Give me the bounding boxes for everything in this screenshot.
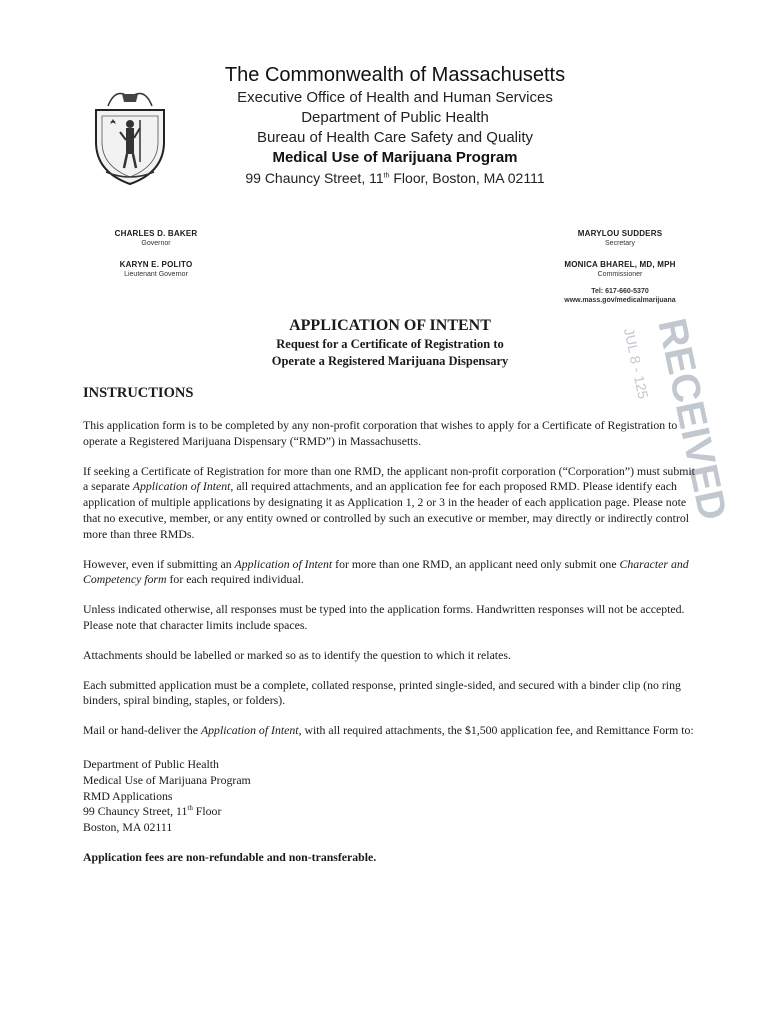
paragraph-4: Unless indicated otherwise, all responses must be typed into the application forms. Handwritten responses will not be accepted. Please note that character limits include spaces. (83, 602, 685, 632)
address-part: 99 Chauncy Street, 11 (83, 804, 188, 819)
secretary-name: MARYLOU SUDDERS (577, 229, 663, 238)
text-run-emphasis: Character and Competency form (83, 556, 689, 587)
address-part: 99 Chauncy Street, 11 (245, 170, 384, 186)
address-line-2: Medical Use of Marijuana Program (83, 772, 251, 787)
officials-right (540, 229, 700, 305)
officials-left (86, 229, 226, 291)
commonwealth-seal-icon (86, 80, 174, 186)
letterhead-address (215, 168, 575, 188)
document-subtitle-1: Request for a Certificate of Registration to (276, 337, 504, 351)
letterhead-title: The Commonwealth of Massachusetts (224, 64, 566, 86)
address-part: Floor, Boston, MA 02111 (389, 170, 545, 186)
secretary-title: Secretary (605, 240, 635, 247)
document-title-block (200, 316, 580, 370)
address-ordinal: th (383, 172, 390, 180)
contact-web: www.mass.gov/medicalmarijuana (564, 297, 676, 304)
address-part: Floor (192, 804, 222, 819)
address-line-1: Department of Public Health (83, 756, 219, 771)
lt-governor-name: KARYN E. POLITO (119, 260, 193, 269)
stamp-word: RECEIVED (649, 314, 735, 524)
text-run-emphasis: Application of Intent (200, 723, 299, 738)
address-line-3: RMD Applications (83, 788, 173, 803)
paragraph-7 (83, 723, 695, 739)
stamp-date: JUL 8 - 125 (620, 326, 652, 401)
address-line-5: Boston, MA 02111 (83, 820, 173, 835)
text-run: Mail or hand-deliver the (83, 723, 201, 738)
paragraph-3 (83, 557, 695, 589)
instructions-heading: INSTRUCTIONS (83, 385, 194, 401)
text-run-emphasis: Application of Intent (234, 556, 333, 571)
text-run-emphasis: Application of Intent (132, 479, 231, 494)
text-run: , all required attachments, and an application fee for each proposed RMD. Please identify each application of multiple applications by designating it as Application 1, 2 or 3 in the header of each application page. Please note that no executive, member, or any entity owned or controlled by such an executive or member, may directly or indirectly control more than three RMDs. (83, 479, 690, 541)
commissioner-name: MONICA BHAREL, MD, MPH (564, 260, 676, 269)
paragraph-1: This application form is to be completed by any non-profit corporation that wishes to apply for a Certificate of Registration to operate a Registered Marijuana Dispensary (“RMD”) in Massachusetts. (83, 418, 678, 448)
document-subtitle-2: Operate a Registered Marijuana Dispensary (271, 354, 509, 368)
text-run: However, even if submitting an (83, 556, 235, 571)
address-line-4 (83, 804, 695, 820)
address-ordinal: th (187, 804, 193, 813)
letterhead-office: Executive Office of Health and Human Services (237, 89, 553, 106)
commissioner-title: Commissioner (597, 271, 643, 278)
governor-name: CHARLES D. BAKER (114, 229, 198, 238)
paragraph-5: Attachments should be labelled or marked so as to identify the question to which it relates. (83, 647, 511, 662)
governor-title: Governor (141, 240, 171, 247)
text-run: If seeking a Certificate of Registration for more than one RMD, the applicant non-profit corporation (“Corporation”) must submit a separate (83, 463, 695, 494)
instructions-body (83, 418, 695, 880)
paragraph-2 (83, 464, 695, 543)
letterhead-bureau: Bureau of Health Care Safety and Quality (257, 129, 533, 146)
text-run: for each required individual. (166, 572, 304, 587)
document-title: APPLICATION OF INTENT (289, 317, 491, 334)
text-run: for more than one RMD, an applicant need only submit one (332, 556, 620, 571)
text-run: , with all required attachments, the $1,500 application fee, and Remittance Form to: (298, 723, 694, 738)
letterhead-program: Medical Use of Marijuana Program (272, 149, 518, 166)
lt-governor-title: Lieutenant Governor (124, 271, 188, 278)
letterhead-department: Department of Public Health (301, 109, 489, 126)
paragraph-6: Each submitted application must be a complete, collated response, printed single-sided, and secured with a binder clip (no ring binders, spiral binding, staples, or folders). (83, 677, 681, 708)
contact-tel: Tel: 617-660-5370 (591, 288, 649, 295)
letterhead (215, 62, 575, 188)
fee-note: Application fees are non-refundable and non-transferable. (83, 849, 377, 864)
